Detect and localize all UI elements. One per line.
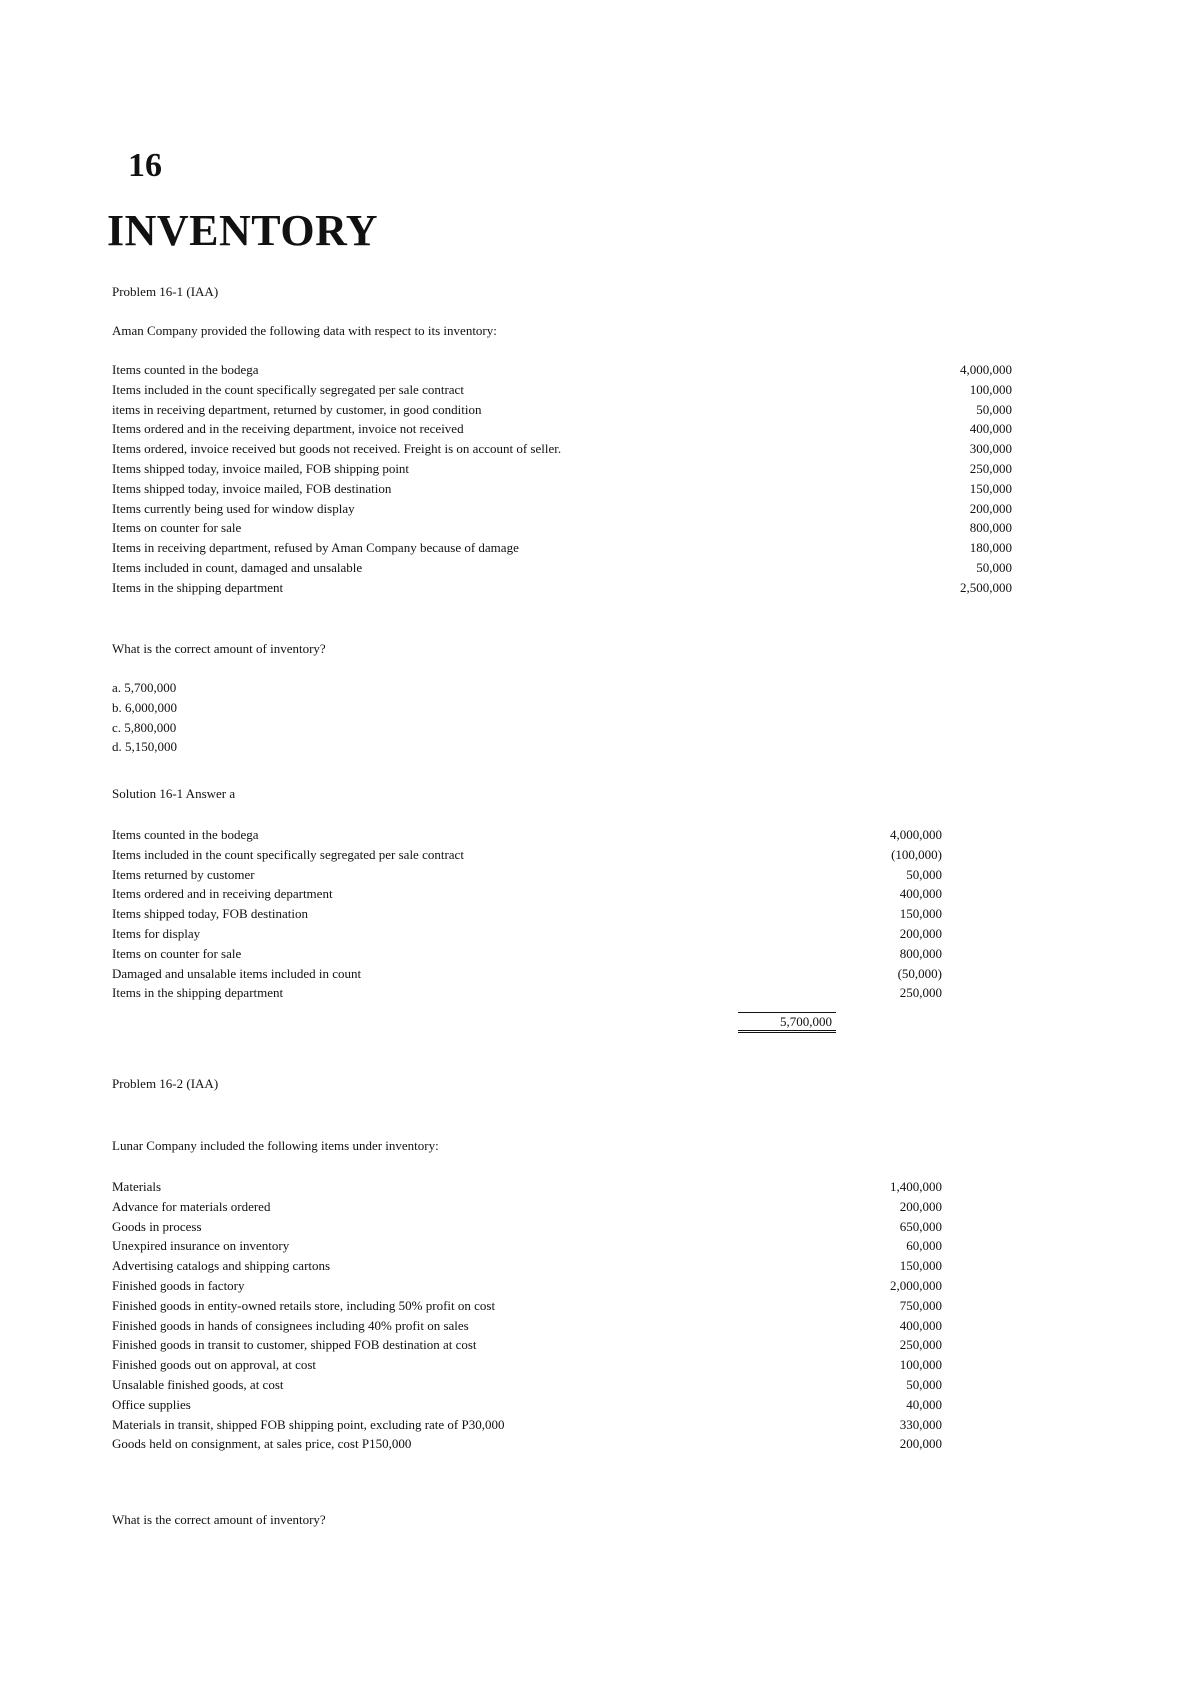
row-label: Items included in the count specifically segregated per sale contract [112, 381, 464, 397]
row-value: (50,000) [897, 965, 942, 981]
row-value: 2,500,000 [960, 579, 1012, 595]
row-value: 2,000,000 [890, 1277, 942, 1293]
row-label: Finished goods in factory [112, 1277, 245, 1293]
choice-text: a. 5,700,000 [112, 680, 177, 695]
problem-1-heading: Problem 16-1 (IAA) [112, 284, 219, 299]
row-label: Goods held on consignment, at sales price, cost P150,000 [112, 1436, 412, 1452]
row-value: 150,000 [969, 480, 1012, 496]
row-label: Advance for materials ordered [112, 1198, 271, 1214]
row-label: Materials in transit, shipped FOB shipping point, excluding rate of P30,000 [112, 1416, 505, 1432]
row-value: 150,000 [899, 1258, 942, 1274]
row-label: Items included in count, damaged and unsalable [112, 559, 363, 575]
row-value: 330,000 [899, 1416, 942, 1432]
row-value: 200,000 [899, 925, 942, 941]
row-label: Items on counter for sale [112, 520, 242, 536]
row-label: Goods in process [112, 1218, 202, 1234]
problem-1-question: What is the correct amount of inventory? [112, 641, 326, 656]
row-value: 650,000 [899, 1218, 942, 1234]
row-value: 60,000 [906, 1238, 942, 1254]
row-label: Unexpired insurance on inventory [112, 1238, 290, 1254]
row-value: 200,000 [899, 1198, 942, 1214]
row-value: 800,000 [899, 945, 942, 961]
row-value: 4,000,000 [890, 827, 942, 842]
row-label: Materials [112, 1179, 162, 1194]
row-value: 800,000 [969, 520, 1012, 536]
chapter-number: 16 [128, 147, 162, 184]
row-value: 1,400,000 [890, 1179, 942, 1194]
row-label: items in receiving department, returned by customer, in good condition [112, 401, 482, 417]
solution-1-total: 5,700,000 [738, 1012, 836, 1033]
row-label: Items included in the count specifically segregated per sale contract [112, 846, 464, 862]
row-label: Items shipped today, FOB destination [112, 906, 308, 922]
row-label: Finished goods in entity-owned retails store, including 50% profit on cost [112, 1297, 496, 1313]
row-label: Items in the shipping department [112, 579, 284, 595]
row-label: Items for display [112, 925, 201, 941]
problem-2-heading: Problem 16-2 (IAA) [112, 1076, 219, 1091]
row-label: Items ordered and in the receiving department, invoice not received [112, 421, 464, 437]
row-value: 250,000 [899, 1337, 942, 1353]
row-value: 750,000 [899, 1297, 942, 1313]
row-label: Items counted in the bodega [112, 827, 259, 842]
row-label: Finished goods in transit to customer, shipped FOB destination at cost [112, 1337, 477, 1353]
row-label: Items counted in the bodega [112, 362, 259, 377]
row-value: 100,000 [899, 1357, 942, 1373]
row-value: 50,000 [976, 559, 1012, 575]
row-label: Items on counter for sale [112, 945, 242, 961]
row-label: Items shipped today, invoice mailed, FOB destination [112, 480, 392, 496]
row-value: 400,000 [969, 421, 1012, 437]
problem-1-intro: Aman Company provided the following data with respect to its inventory: [112, 323, 497, 338]
choice-text: d. 5,150,000 [112, 739, 177, 755]
row-label: Advertising catalogs and shipping cartons [112, 1258, 331, 1274]
choice-text: b. 6,000,000 [112, 699, 177, 715]
row-label: Office supplies [112, 1396, 191, 1412]
row-value: 180,000 [969, 540, 1012, 556]
row-label: Items in receiving department, refused by Aman Company because of damage [112, 540, 519, 556]
row-label: Items shipped today, invoice mailed, FOB shipping point [112, 460, 410, 476]
row-label: Items returned by customer [112, 866, 255, 882]
row-value: 50,000 [906, 1376, 942, 1392]
row-value: 300,000 [969, 441, 1012, 457]
row-label: Items in the shipping department [112, 985, 284, 1001]
row-label: Items ordered, invoice received but goods not received. Freight is on account of seller. [112, 441, 562, 457]
row-value: 250,000 [899, 985, 942, 1001]
row-label: Items currently being used for window display [112, 500, 355, 516]
row-value: 50,000 [906, 866, 942, 882]
row-label: Items ordered and in receiving department [112, 886, 333, 902]
chapter-title: INVENTORY [107, 206, 379, 255]
row-value: 50,000 [976, 401, 1012, 417]
row-value: 150,000 [899, 906, 942, 922]
row-value: (100,000) [891, 846, 942, 862]
row-label: Finished goods out on approval, at cost [112, 1357, 317, 1373]
row-value: 4,000,000 [960, 362, 1012, 377]
row-value: 100,000 [969, 381, 1012, 397]
row-value: 400,000 [899, 1317, 942, 1333]
row-value: 40,000 [906, 1396, 942, 1412]
row-value: 200,000 [969, 500, 1012, 516]
choice-text: c. 5,800,000 [112, 719, 177, 735]
row-value: 250,000 [969, 460, 1012, 476]
row-value: 400,000 [899, 886, 942, 902]
row-label: Unsalable finished goods, at cost [112, 1376, 284, 1392]
solution-1-heading: Solution 16-1 Answer a [112, 786, 236, 801]
problem-2-intro: Lunar Company included the following items under inventory: [112, 1138, 439, 1153]
row-value: 200,000 [899, 1436, 942, 1452]
row-label: Finished goods in hands of consignees including 40% profit on sales [112, 1317, 469, 1333]
problem-2-question: What is the correct amount of inventory? [112, 1512, 326, 1527]
row-label: Damaged and unsalable items included in count [112, 965, 362, 981]
